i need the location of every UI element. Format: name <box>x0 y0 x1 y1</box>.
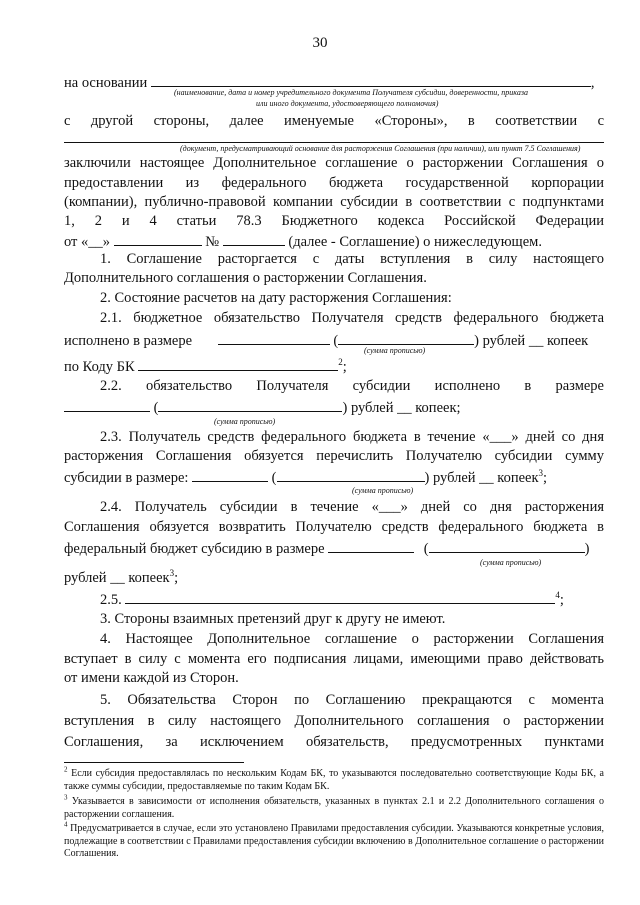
p3-text: 3. Стороны взаимных претензий друг к другу не имеют. <box>100 611 446 627</box>
footnote-4 <box>64 820 604 861</box>
p25-label: 2.5. <box>100 592 122 608</box>
p24-line-4 <box>64 569 604 588</box>
kbk-blank[interactable] <box>138 356 338 371</box>
p21-note: (сумма прописью) <box>364 346 426 355</box>
p23-note: (сумма прописью) <box>352 486 414 495</box>
p24-end: ; <box>174 570 179 586</box>
p22-line-1: 2.2. обязательство Получателя субсидии исполнено в размере <box>100 378 604 394</box>
p1-line-1: 1. Соглашение расторгается с даты вступления в силу настоящего <box>100 251 604 267</box>
intro-line-3: (компании), публично-правовой компании субсидии в соответствии с подпунктами <box>64 194 604 210</box>
footnote-ref-3b: 3 <box>169 568 175 579</box>
p25-blank[interactable] <box>125 589 555 604</box>
p21-rub: рублей __ копеек <box>482 333 589 349</box>
p4-line-1: 4. Настоящее Дополнительное соглашение о расторжении Соглашения <box>100 631 604 647</box>
intro-line-4: 1, 2 и 4 статьи 78.3 Бюджетного кодекса Российской Федерации <box>64 213 604 229</box>
footnote-3-text: Указывается в зависимости от исполнения обязательств, указанных в пунктах 2.1 и 2.2 Дополнительного соглашения о расторжении соглашения. <box>64 796 604 820</box>
p21-amount-blank[interactable] <box>218 330 330 345</box>
p25-line <box>100 589 604 610</box>
p24-note: (сумма прописью) <box>480 558 542 567</box>
other-side-blank[interactable] <box>64 142 604 143</box>
p4-line-2: вступает в силу с момента его подписания лицами, имеющими право действовать <box>64 651 604 667</box>
p21-line-2: исполнено в размере ( ) рублей __ копеек <box>64 330 604 351</box>
word: «Стороны», <box>374 113 448 129</box>
footnote-3-number: 3 <box>64 793 68 802</box>
basis-label: на основании <box>64 75 148 91</box>
p22-amount-blank[interactable] <box>64 397 150 412</box>
p23-rub: рублей __ копеек <box>432 470 539 486</box>
footnote-ref-3: 3 <box>538 468 544 479</box>
p23-line-2: расторжения Соглашения обязуется перечислить Получателю субсидии сумму <box>64 448 604 464</box>
footnote-ref-2: 2 <box>338 357 343 368</box>
basis-blank[interactable] <box>151 72 591 87</box>
p1-line-2: Дополнительного соглашения о расторжении Соглашения. <box>64 270 427 286</box>
intro-tail: (далее - Соглашение) о нижеследующем. <box>288 234 542 250</box>
p21-words-blank[interactable] <box>338 330 474 345</box>
number-label: № <box>205 234 220 250</box>
p22-line-2: ( ) рублей __ копеек; <box>64 397 604 418</box>
word: с <box>597 113 604 129</box>
basis-note-1: (наименование, дата и номер учредительного документа Получателя субсидии, доверенности, приказа <box>174 88 528 97</box>
basis-note-2: или иного документа, удостоверяющего полномочия) <box>256 99 439 108</box>
footnote-4-number: 4 <box>64 820 68 829</box>
kbk-label: по Коду БК <box>64 359 135 375</box>
p23-line-1: 2.3. Получатель средств федерального бюджета в течение «___» дней со дня <box>100 429 604 445</box>
other-side-note: (документ, предусматривающий основание для расторжения Соглашения (при наличии), или пункт 7.5 Соглашения) <box>180 144 581 153</box>
p23-line-3: субсидии в размере: ( ) рублей __ копеек$^3$; <box>64 468 548 486</box>
intro-line-5 <box>64 231 604 252</box>
p5-line-2: вступления в силу настоящего Дополнительного соглашения о расторжении <box>64 713 604 729</box>
footnote-3 <box>64 793 604 821</box>
p24-label: федеральный бюджет субсидию в размере <box>64 541 325 557</box>
kbk-end: ; <box>342 359 347 375</box>
word: другой <box>90 113 134 129</box>
number-blank[interactable] <box>223 231 285 246</box>
intro-line-2: предоставлении из федерального бюджета государственной корпорации <box>64 175 604 191</box>
p24-amount-blank[interactable] <box>328 538 414 553</box>
p24-line-3: федеральный бюджет субсидию в размере ( ) <box>64 538 604 559</box>
footnote-4-text: Предусматривается в случае, если это установлено Правилами предоставления субсидии. Указываются конкретные условия, подлежащие в соответствии с Правилами предоставления субсидии включению в Дополнительное соглашение о расторжении Соглашения. <box>64 823 604 859</box>
p5-line-1: 5. Обязательства Сторон по Соглашению прекращаются с момента <box>100 692 604 708</box>
word: с <box>64 113 71 129</box>
word: соответствии <box>495 113 578 129</box>
p23-end: ; <box>543 470 548 486</box>
date-label: от «__» <box>64 234 111 250</box>
p21-label: исполнено в размере <box>64 333 193 349</box>
p21-line-1: 2.1. бюджетное обязательство Получателя средств федерального бюджета <box>100 310 604 326</box>
p22-note: (сумма прописью) <box>214 417 276 426</box>
word: далее <box>229 113 264 129</box>
p25-end: ; <box>559 592 564 608</box>
footnote-2 <box>64 765 604 793</box>
other-side-line <box>64 112 604 131</box>
p23-words-blank[interactable] <box>277 467 425 482</box>
word: в <box>467 113 475 129</box>
p24-line-2: Соглашения обязуется возвратить Получателю средств федерального бюджета в <box>64 519 604 535</box>
page-number: 30 <box>312 35 328 51</box>
intro-line-1: заключили настоящее Дополнительное соглашение о расторжении Соглашения о <box>64 155 604 171</box>
basis-comma: , <box>590 75 595 91</box>
p22-rub: рублей __ копеек; <box>350 400 461 416</box>
word: именуемые <box>284 113 354 129</box>
p24-line-1: 2.4. Получатель субсидии в течение «___» дней со дня расторжения <box>100 499 604 515</box>
p23-label: субсидии в размере: <box>64 470 189 486</box>
footnote-2-text: Если субсидия предоставлялась по нескольким Кодам БК, то указываются последовательно соответствующие Коды БК, а также суммы субсидии, предоставляемые по таким Кодам БК. <box>64 768 604 792</box>
p21-kbk-line <box>64 356 604 377</box>
date-blank[interactable] <box>114 231 202 246</box>
p24-words-blank[interactable] <box>429 538 585 553</box>
p2-heading: 2. Состояние расчетов на дату расторжения Соглашения: <box>100 290 452 306</box>
p24-rub: рублей __ копеек <box>64 570 170 586</box>
p23-amount-blank[interactable] <box>192 467 268 482</box>
p4-line-3: от имени каждой из Сторон. <box>64 670 239 686</box>
p22-words-blank[interactable] <box>158 397 342 412</box>
p5-line-3: Соглашения, за исключением обязательств, предусмотренных пунктами <box>64 734 604 750</box>
word: стороны, <box>153 113 210 129</box>
footnote-2-number: 2 <box>64 765 68 774</box>
footnote-ref-4: 4 <box>555 590 560 601</box>
footnote-separator <box>64 762 244 763</box>
